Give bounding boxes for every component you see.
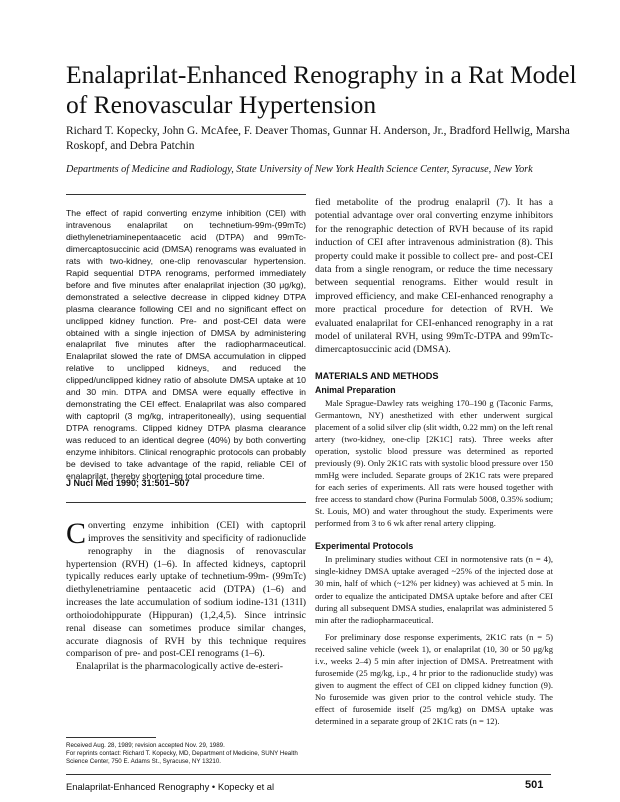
protocols-paragraph-1: In preliminary studies without CEI in normotensive rats (n = 4), single-kidney DMSA uptake averaged ~25% of the injected dose at 30 min, half of which (~12% per kidney) was achieved at 5 min. In order to equalize the anticipated DMSA uptake before and after CEI during all subsequent DMSA studies, enalaprilat was administered 5 min after the radiopharmaceutical. [315, 554, 553, 625]
received-note: Received Aug. 28, 1989; revision accepted Nov. 29, 1989. [66, 742, 225, 749]
affiliation: Departments of Medicine and Radiology, State University of New York Health Science Center, Syracuse, New York [66, 164, 533, 175]
abstract-bottom-rule [66, 502, 306, 503]
journal-citation: J Nucl Med 1990; 31:501–507 [66, 478, 190, 488]
page-number: 501 [525, 779, 544, 791]
intro-paragraph-1 [66, 517, 306, 661]
intro-paragraph-2: Enalaprilat is the pharmacologically active de-esteri- [76, 661, 284, 673]
intro-continuation: fied metabolite of the prodrug enalapril (7). It has a potential advantage over oral converting enzyme inhibitors for the renographic detection of RVH because of its rapid induction of CEI after intravenous administration (8). This property could make it possible to collect pre- and post-CEI data from a single renogram, or reduce the time necessary between sequential renograms. Either would result in improved efficiency, and make CEI-enhanced renography a more practical procedure for detection of RVH. We evaluated enalaprilat for CEI-enhanced renography in a rat model of unilateral RVH, using 99mTc-DTPA and 99mTc-dimercaptosuccinic acid (DMSA). [315, 197, 553, 356]
footnote-rule [66, 737, 156, 738]
abstract [66, 208, 306, 483]
abstract-text: The effect of rapid converting enzyme inhibition (CEI) with intravenous enalaprilat on technetium-99m-(99mTc) diethylenetriaminepentaacetic acid (DTPA) and 99mTc-dimercaptosuccinic acid (DMSA) renograms was evaluated in rats with two-kidney, one-clip renovascular hypertension. Rapid sequential DTPA renograms, performed immediately before and five minutes after enalaprilat injection (30 μg/kg), demonstrated a selective decrease in clipped kidney DTPA plasma clearance following CEI and no significant effect on unclipped kidney function. Pre- and post-CEI data were obtained with a single injection of DMSA by administering enalaprilat five minutes after the radiopharmaceutical. Enalaprilat slowed the rate of DMSA accumulation in clipped relative to unclipped kidneys, and reduced the clipped/unclipped kidney ratio of absolute DMSA uptake at 10 and 30 min. DTPA and DMSA were equally effective in demonstrating the CEI effect. Enalaprilat was also compared with captopril (3 mg/kg, intraperitoneally), using sequential DTPA renograms. Clipped kidney DTPA plasma clearance was reduced to an identical degree (40%) by both converting enzyme inhibitors. Clinical renographic protocols can probably be devised to take advantage of the rapid, reliable CEI of enalaprilat, thereby shortening total procedure time. [66, 208, 306, 481]
footnote [66, 742, 306, 767]
intro-paragraph-1-text: onverting enzyme inhibition (CEI) with captopril improves the sensitivity and specificity of radionuclide renography in the diagnosis of renovascular hypertension (RVH) (1–6). In affected kidneys, captopril typically reduces early uptake of technetium-99m- (99mTc) diethylenetriamine pentaacetic acid (DTPA) (1–6) and increases the late accumulation of sodium iodine-131 (131I) orthoiodohippurate (Hippuran) (1,2,4,5). Since intrinsic renal disease can sometimes produce similar changes, accurate diagnosis of RVH by this technique requires comparison of pre- and post-CEI renograms (1–6). [66, 520, 306, 660]
animal-preparation-heading: Animal Preparation [315, 384, 396, 395]
author-list: Richard T. Kopecky, John G. McAfee, F. Deaver Thomas, Gunnar H. Anderson, Jr., Bradford Hellwig, Marsha Roskopf, and Debra Patchin [66, 125, 570, 152]
footer-rule [66, 774, 551, 775]
animal-preparation-text: Male Sprague-Dawley rats weighing 170–190 g (Taconic Farms, Germantown, NY) anesthetized with ether underwent surgical placement of a solid silver clip (slit width, 0.22 mm) on the left renal artery (two-kidney, one-clip [2K1C] rats). Three weeks after operation, systolic blood pressure was determined as reported previously (9). Only 2K1C rats with systolic blood pressure over 150 mmHg were included. Separate groups of 2K1C rats were prepared for each series of experiments. All rats were housed together with free access to standard chow (Purina Formulab 5008, 0.35% sodium; St. Louis, MO) and water throughout the study. Experiments were performed from 3 to 6 wk after renal artery clipping. [315, 397, 553, 529]
right-column [315, 196, 553, 727]
drop-cap: C [66, 517, 87, 550]
experimental-protocols-heading: Experimental Protocols [315, 541, 414, 552]
introduction [66, 517, 306, 674]
running-footer: Enalaprilat-Enhanced Renography • Kopecky et al [66, 781, 275, 792]
protocols-paragraph-2: For preliminary dose response experiments, 2K1C rats (n = 5) received saline vehicle (week 1), or enalaprilat (10, 30 or 50 μg/kg i.v., weeks 2–4) 5 min after injection of DMSA. Pretreatment with furosemide (25 mg/kg, i.p., 4 hr prior to the radionuclide study) was given to augment the effect of CEI on clipped kidney function (9). No furosemide was given prior to the control vehicle study. The effect of furosemide itself (25 mg/kg) on DMSA uptake was determined in a separate group of 2K1C rats (n = 12). [315, 631, 553, 726]
article-title: Enalaprilat-Enhanced Renography in a Rat Model of Renovascular Hypertension [66, 60, 577, 119]
reprints-note: For reprints contact: Richard T. Kopecky, MD, Department of Medicine, SUNY Health Science Center, 750 E. Adams St., Syracuse, NY 13210. [66, 750, 298, 766]
abstract-top-rule [66, 194, 306, 195]
methods-heading: MATERIALS AND METHODS [315, 370, 439, 381]
